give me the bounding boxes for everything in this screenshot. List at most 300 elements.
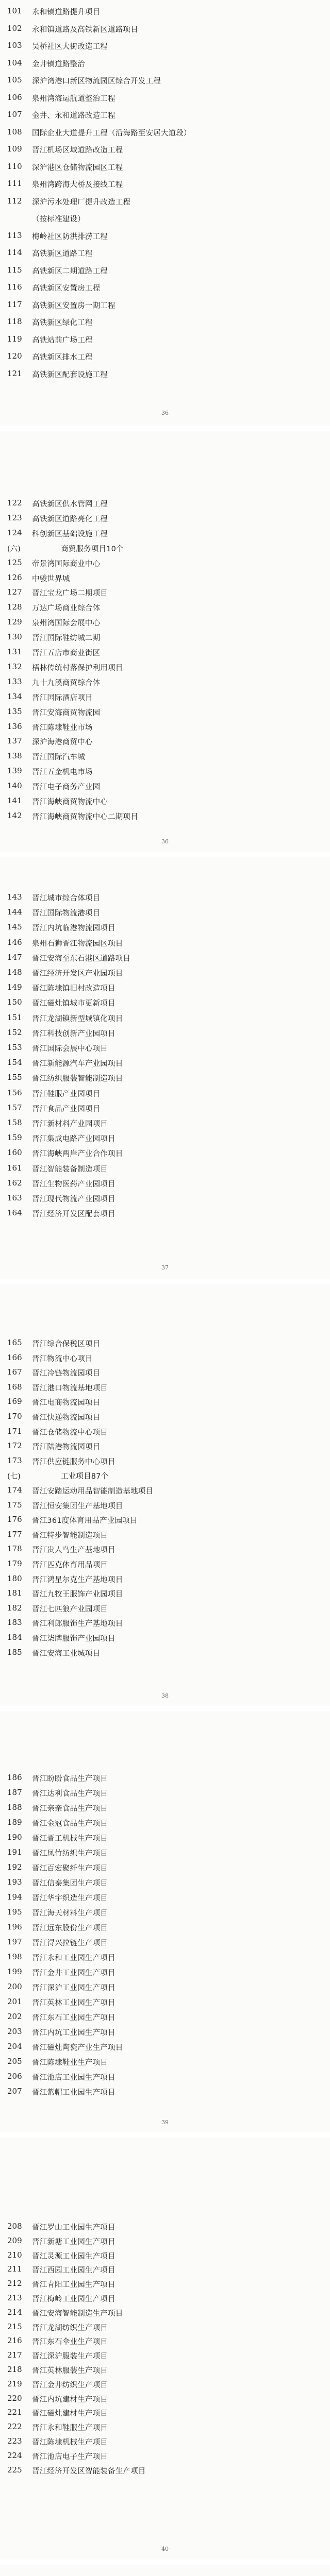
item-text: 商贸服务项目10个	[61, 545, 124, 553]
item-number: 164	[7, 1208, 22, 1218]
list-item	[0, 1530, 330, 1540]
page-separator	[0, 1279, 330, 1284]
list-item	[0, 1937, 330, 1947]
item-number: (七)	[7, 1472, 21, 1481]
item-text: 晋江亲亲食品生产项目	[32, 1805, 108, 1813]
item-number: 131	[7, 647, 22, 656]
list-item	[0, 1043, 330, 1053]
list-item	[0, 1382, 330, 1393]
item-number: 179	[7, 1559, 22, 1568]
list-item	[0, 1952, 330, 1962]
document-page	[0, 1284, 330, 1706]
item-text: 晋江达利食品生产项目	[32, 1790, 108, 1798]
list-item	[0, 1208, 330, 1218]
item-number: 105	[7, 75, 22, 84]
list-item	[0, 1833, 330, 1843]
list-item	[0, 300, 330, 310]
item-number: 107	[7, 110, 22, 119]
item-text: 晋江五金机电市场	[32, 768, 93, 777]
item-number: 121	[7, 368, 22, 378]
item-text: 高铁新区二期道路工程	[32, 267, 108, 276]
item-text: 晋江凤竹纺织生产项目	[32, 1850, 108, 1858]
item-number: 125	[7, 557, 22, 567]
item-text: 晋江罗山工业园生产项目	[32, 2224, 116, 2232]
item-text: 晋江综合保税区项目	[32, 1340, 101, 1348]
item-text: 泉州石狮晋江物流园区项目	[32, 939, 123, 948]
list-item	[0, 1193, 330, 1204]
item-text: 晋江新材料产业园项目	[32, 1120, 108, 1128]
list-item	[0, 692, 330, 702]
item-text: 晋江英林服装生产项目	[32, 2367, 108, 2375]
list-item	[0, 2072, 330, 2082]
page-separator	[0, 2132, 330, 2138]
list-item	[0, 1367, 330, 1378]
list-item	[0, 2279, 330, 2289]
list-item	[0, 127, 330, 138]
list-item	[0, 968, 330, 978]
list-item	[0, 1500, 330, 1511]
item-number: 130	[7, 632, 22, 642]
item-text: 晋江城市综合体项目	[32, 894, 101, 903]
item-number: 126	[7, 572, 22, 582]
list-item	[0, 796, 330, 806]
item-text: 晋江陆港物流园项目	[32, 1443, 101, 1452]
item-number: 188	[7, 1803, 22, 1812]
item-number: 114	[7, 248, 22, 257]
item-text: 永和镇道路及高铁新区道路项目	[32, 25, 138, 34]
item-number: 184	[7, 1633, 22, 1642]
list-item	[0, 2057, 330, 2067]
list-item	[0, 1353, 330, 1363]
item-number: 160	[7, 1148, 22, 1158]
item-text: 晋江五店市商业街区	[32, 649, 101, 657]
item-text: 工业项目87个	[61, 1472, 109, 1481]
list-item	[0, 1163, 330, 1174]
list-item	[0, 1648, 330, 1658]
list-item	[0, 2308, 330, 2318]
list-item	[0, 2451, 330, 2461]
item-number: 158	[7, 1118, 22, 1127]
list-item	[0, 196, 330, 207]
item-number: 137	[7, 736, 22, 746]
item-text: 晋江永和鞋服生产项目	[32, 2424, 108, 2433]
list-item	[0, 2422, 330, 2432]
list-item	[0, 982, 330, 993]
item-text: 晋江金冠食品生产项目	[32, 1820, 108, 1828]
item-number: 194	[7, 1892, 22, 1902]
item-text: 晋江安踏运动用品智能制造基地项目	[32, 1487, 154, 1496]
page-separator	[0, 852, 330, 857]
item-text: 高铁新区安置房一期工程	[32, 301, 116, 310]
item-number: 192	[7, 1862, 22, 1872]
item-text: 梅岭社区防洪排涝工程	[32, 232, 108, 241]
item-number: 103	[7, 41, 22, 50]
item-text: 国际企业大道提升工程（沿海路至安居大道段）	[32, 129, 191, 138]
item-number: 181	[7, 1588, 22, 1598]
list-item	[0, 1907, 330, 1918]
item-number: 156	[7, 1088, 22, 1097]
list-item	[0, 1803, 330, 1813]
item-number: 123	[7, 513, 22, 522]
list-item	[0, 1456, 330, 1466]
list-item	[0, 938, 330, 948]
list-item	[0, 213, 330, 224]
list-item	[0, 1073, 330, 1083]
list-item	[0, 1603, 330, 1614]
list-item	[0, 1633, 330, 1643]
item-number: 201	[7, 1997, 22, 2006]
list-item	[0, 2250, 330, 2261]
list-item	[0, 1773, 330, 1783]
list-item	[0, 2012, 330, 2022]
list-item	[0, 369, 330, 379]
list-item	[0, 58, 330, 69]
list-item	[0, 647, 330, 657]
item-text: 晋江永和工业园生产项目	[32, 1954, 116, 1962]
item-text: 晋江青阳工业园生产项目	[32, 2281, 116, 2290]
item-text: 晋江国际酒店项目	[32, 693, 93, 702]
item-text: 晋江经济开发区产业园项目	[32, 970, 123, 978]
item-text: 晋江匹克体育用品项目	[32, 1561, 108, 1569]
item-number: 117	[7, 299, 22, 309]
item-number: 172	[7, 1441, 22, 1451]
item-number: 221	[7, 2408, 22, 2417]
list-item	[0, 265, 330, 276]
item-text: 晋江金井工业园生产项目	[32, 1969, 116, 1977]
item-number: 174	[7, 1485, 22, 1495]
item-text: 泉州湾国际会展中心	[32, 619, 101, 628]
item-text: 晋江陈埭鞋业市场	[32, 723, 93, 732]
item-number: 118	[7, 317, 22, 326]
item-text: 高铁新区供水管网工程	[32, 500, 108, 509]
item-number: 135	[7, 706, 22, 716]
section-heading	[0, 543, 330, 553]
list-item	[0, 6, 330, 16]
list-item	[0, 513, 330, 523]
item-text: 晋江安海商贸物流园	[32, 708, 101, 717]
item-number: 225	[7, 2465, 22, 2475]
item-number: 208	[7, 2222, 22, 2231]
page-number: 37	[161, 1264, 169, 1271]
list-item	[0, 24, 330, 34]
item-number: 171	[7, 1426, 22, 1436]
item-text: 高铁新区安置房工程	[32, 284, 101, 293]
item-text: 晋江深沪服装生产项目	[32, 2352, 108, 2361]
item-text: 晋江新塘工业园生产项目	[32, 2238, 116, 2246]
item-text: 科创新区基础设施工程	[32, 530, 108, 538]
list-item	[0, 1148, 330, 1158]
item-text: 晋江英林工业园生产项目	[32, 1999, 116, 2007]
item-number: 209	[7, 2235, 22, 2245]
list-item	[0, 1982, 330, 1992]
document-page	[0, 0, 330, 426]
page-number: 36	[161, 838, 169, 845]
document-page	[0, 857, 330, 1279]
list-item	[0, 1818, 330, 1828]
item-text: 晋江内坑工业园生产项目	[32, 2029, 116, 2037]
list-item	[0, 1441, 330, 1451]
list-item	[0, 1862, 330, 1873]
list-item	[0, 2350, 330, 2361]
item-number: 150	[7, 997, 22, 1007]
item-text: 高铁新区排水工程	[32, 353, 93, 362]
list-item	[0, 231, 330, 241]
item-number: 120	[7, 351, 22, 361]
item-text: 晋江金井纺织生产项目	[32, 2381, 108, 2389]
item-text: 晋江深沪工业园生产项目	[32, 1984, 116, 1992]
item-number: 166	[7, 1352, 22, 1362]
list-item	[0, 248, 330, 258]
list-item	[0, 1588, 330, 1599]
item-number: 199	[7, 1967, 22, 1976]
item-number: 190	[7, 1833, 22, 1842]
item-number: 147	[7, 952, 22, 962]
item-text: 晋江浔兴拉链生产项目	[32, 1939, 108, 1947]
item-number: 148	[7, 968, 22, 977]
item-number: 139	[7, 766, 22, 776]
item-text: 晋江华宇织造生产项目	[32, 1894, 108, 1903]
item-text: 晋江供应链服务中心项目	[32, 1458, 116, 1466]
list-item	[0, 2042, 330, 2052]
list-item	[0, 162, 330, 172]
item-number: 128	[7, 602, 22, 612]
list-item	[0, 1892, 330, 1903]
item-number: 183	[7, 1618, 22, 1628]
item-number: 215	[7, 2321, 22, 2331]
item-text: 晋江海天材料生产项目	[32, 1909, 108, 1918]
item-number: 104	[7, 58, 22, 67]
item-text: 晋江远东股份生产项目	[32, 1924, 108, 1933]
list-item	[0, 751, 330, 761]
page-number: 36	[161, 410, 169, 416]
item-number: 109	[7, 144, 22, 154]
item-text: 晋江经济开发区配套项目	[32, 1210, 116, 1219]
item-number: 204	[7, 2042, 22, 2051]
item-text: 深沪污水处理厂提升改造工程	[32, 198, 131, 207]
item-number: 155	[7, 1073, 22, 1082]
item-text: 晋江梅岭工业园生产项目	[32, 2295, 116, 2303]
list-item	[0, 907, 330, 918]
item-number: 211	[7, 2264, 22, 2274]
item-text: 晋江物流中心项目	[32, 1354, 93, 1363]
item-text: 晋江磁灶陶瓷产业生产项目	[32, 2044, 123, 2052]
item-number: 193	[7, 1877, 22, 1887]
list-item	[0, 2408, 330, 2418]
list-item	[0, 498, 330, 509]
item-number: 140	[7, 781, 22, 791]
item-number: 168	[7, 1382, 22, 1392]
list-item	[0, 677, 330, 687]
item-number: 122	[7, 498, 22, 507]
item-number: 144	[7, 907, 22, 917]
item-number: 220	[7, 2393, 22, 2403]
list-item	[0, 1412, 330, 1422]
item-number: 224	[7, 2450, 22, 2460]
list-item	[0, 2322, 330, 2332]
item-number: 110	[7, 161, 22, 171]
item-text: 深沪港区仓储物流园区工程	[32, 163, 123, 172]
item-number: 196	[7, 1922, 22, 1931]
item-number: 167	[7, 1367, 22, 1377]
item-number: 136	[7, 721, 22, 731]
list-item	[0, 144, 330, 155]
item-number: 124	[7, 528, 22, 537]
item-text: 晋江柒牌服饰产业园项目	[32, 1635, 116, 1643]
item-number: 145	[7, 922, 22, 932]
item-text: 晋江东石伞业生产项目	[32, 2338, 108, 2347]
item-number: 203	[7, 2027, 22, 2036]
item-number: 146	[7, 937, 22, 947]
item-number: 222	[7, 2422, 22, 2432]
list-item	[0, 1544, 330, 1554]
list-item	[0, 1877, 330, 1888]
item-number: 119	[7, 334, 22, 344]
item-text: 晋江快递物流园项目	[32, 1414, 101, 1422]
item-number: 216	[7, 2336, 22, 2346]
list-item	[0, 1618, 330, 1628]
item-text: 晋江贵人鸟生产基地项目	[32, 1546, 116, 1555]
document-page	[0, 1711, 330, 2132]
list-item	[0, 811, 330, 821]
item-text: 晋江智能装备制造项目	[32, 1165, 108, 1174]
item-number: 115	[7, 265, 22, 275]
item-number: 169	[7, 1397, 22, 1406]
item-number: 143	[7, 892, 22, 902]
list-item	[0, 2436, 330, 2447]
list-item	[0, 997, 330, 1008]
item-text: 金井镇道路整治	[32, 60, 85, 69]
item-text: 晋江经济开发区智能装备生产项目	[32, 2467, 146, 2476]
item-text: 晋江鞋服产业园项目	[32, 1090, 101, 1098]
list-item	[0, 707, 330, 717]
list-item	[0, 1788, 330, 1798]
item-number: 219	[7, 2379, 22, 2388]
item-number: 176	[7, 1515, 22, 1524]
item-text: 深沪海港商贸中心	[32, 738, 93, 747]
list-item	[0, 93, 330, 103]
list-item	[0, 1397, 330, 1407]
item-text: 高铁新区道路工程	[32, 250, 93, 258]
item-text: 晋江电子商务产业园	[32, 783, 101, 792]
item-text: 晋江生物医药产业园项目	[32, 1180, 116, 1189]
page-number: 40	[161, 2546, 169, 2552]
list-item	[0, 2465, 330, 2476]
item-text: 晋江食品产业园项目	[32, 1105, 101, 1113]
list-item	[0, 1013, 330, 1023]
list-item	[0, 2027, 330, 2037]
item-text: 晋江陈埭镇旧村改造项目	[32, 985, 116, 993]
item-number: 212	[7, 2279, 22, 2289]
item-number: 141	[7, 796, 22, 805]
list-item	[0, 41, 330, 51]
item-text: 金井、永和道路改造工程	[32, 112, 116, 120]
section-heading	[0, 1470, 330, 1481]
list-item	[0, 282, 330, 293]
item-number: 175	[7, 1500, 22, 1510]
item-number: 191	[7, 1848, 22, 1857]
list-item	[0, 617, 330, 628]
item-number: 151	[7, 1012, 22, 1022]
list-item	[0, 1515, 330, 1525]
item-number: 111	[7, 179, 22, 188]
list-item	[0, 602, 330, 613]
list-item	[0, 1967, 330, 1977]
item-number: 195	[7, 1907, 22, 1917]
list-item	[0, 528, 330, 538]
item-number: 163	[7, 1193, 22, 1202]
item-number: 108	[7, 127, 22, 137]
item-text: 晋江科技创新产业园项目	[32, 1029, 116, 1038]
list-item	[0, 573, 330, 583]
item-number: 113	[7, 230, 22, 240]
list-item	[0, 1103, 330, 1113]
item-text: 晋江国际鞋纺城二期	[32, 634, 101, 643]
item-number: 154	[7, 1058, 22, 1067]
list-item	[0, 1088, 330, 1098]
document-page	[0, 2138, 330, 2560]
list-item	[0, 1118, 330, 1128]
list-item	[0, 1133, 330, 1143]
item-text: 晋江机场区域道路改造工程	[32, 146, 123, 155]
page-separator	[0, 2560, 330, 2565]
item-text: 晋江海峡商贸物流中心二期项目	[32, 812, 138, 821]
list-item	[0, 662, 330, 672]
item-text: 帝景湾国际商业中心	[32, 560, 101, 568]
item-text: （按标准建设）	[32, 215, 85, 224]
list-item	[0, 558, 330, 568]
list-item	[0, 722, 330, 732]
item-number: 182	[7, 1603, 22, 1613]
item-text: 晋江宝龙广场二期项目	[32, 589, 108, 598]
list-item	[0, 1058, 330, 1068]
item-number: (六)	[7, 545, 21, 553]
list-item	[0, 766, 330, 776]
item-number: 159	[7, 1133, 22, 1143]
item-text: 晋江内坑建材生产项目	[32, 2395, 108, 2404]
item-text: 晋江安海至东石港区道路项目	[32, 954, 131, 963]
item-text: 泉州湾海运航道整治工程	[32, 94, 116, 103]
list-item	[0, 317, 330, 327]
item-text: 晋江国际会展中心项目	[32, 1045, 108, 1053]
list-item	[0, 1338, 330, 1348]
item-number: 138	[7, 751, 22, 761]
item-number: 112	[7, 196, 22, 206]
item-text: 高铁新区配套设施工程	[32, 370, 108, 379]
item-number: 218	[7, 2365, 22, 2374]
item-number: 213	[7, 2293, 22, 2302]
item-text: 晋江九牧王服饰产业园项目	[32, 1590, 123, 1599]
item-text: 晋江磁灶镇城市更新项目	[32, 999, 116, 1008]
item-number: 198	[7, 1952, 22, 1961]
document-page	[0, 2565, 330, 2576]
item-text: 晋江安海工业城项目	[32, 1649, 101, 1658]
item-number: 102	[7, 23, 22, 33]
item-text: 晋江陈埭机械生产项目	[32, 2438, 108, 2447]
item-text: 中骏世界城	[32, 574, 70, 583]
item-number: 189	[7, 1818, 22, 1827]
item-text: 晋江纺织服装智能制造项目	[32, 1075, 123, 1083]
list-item	[0, 1178, 330, 1189]
item-number: 129	[7, 617, 22, 627]
list-item	[0, 892, 330, 903]
list-item	[0, 2087, 330, 2097]
item-text: 泉州湾跨海大桥及接线工程	[32, 181, 123, 189]
item-text: 晋江现代物流产业园项目	[32, 1195, 116, 1204]
item-number: 205	[7, 2057, 22, 2066]
page-number: 38	[161, 1692, 169, 1699]
item-text: 晋江龙湖镇新型城镇化项目	[32, 1014, 123, 1023]
list-item	[0, 632, 330, 642]
